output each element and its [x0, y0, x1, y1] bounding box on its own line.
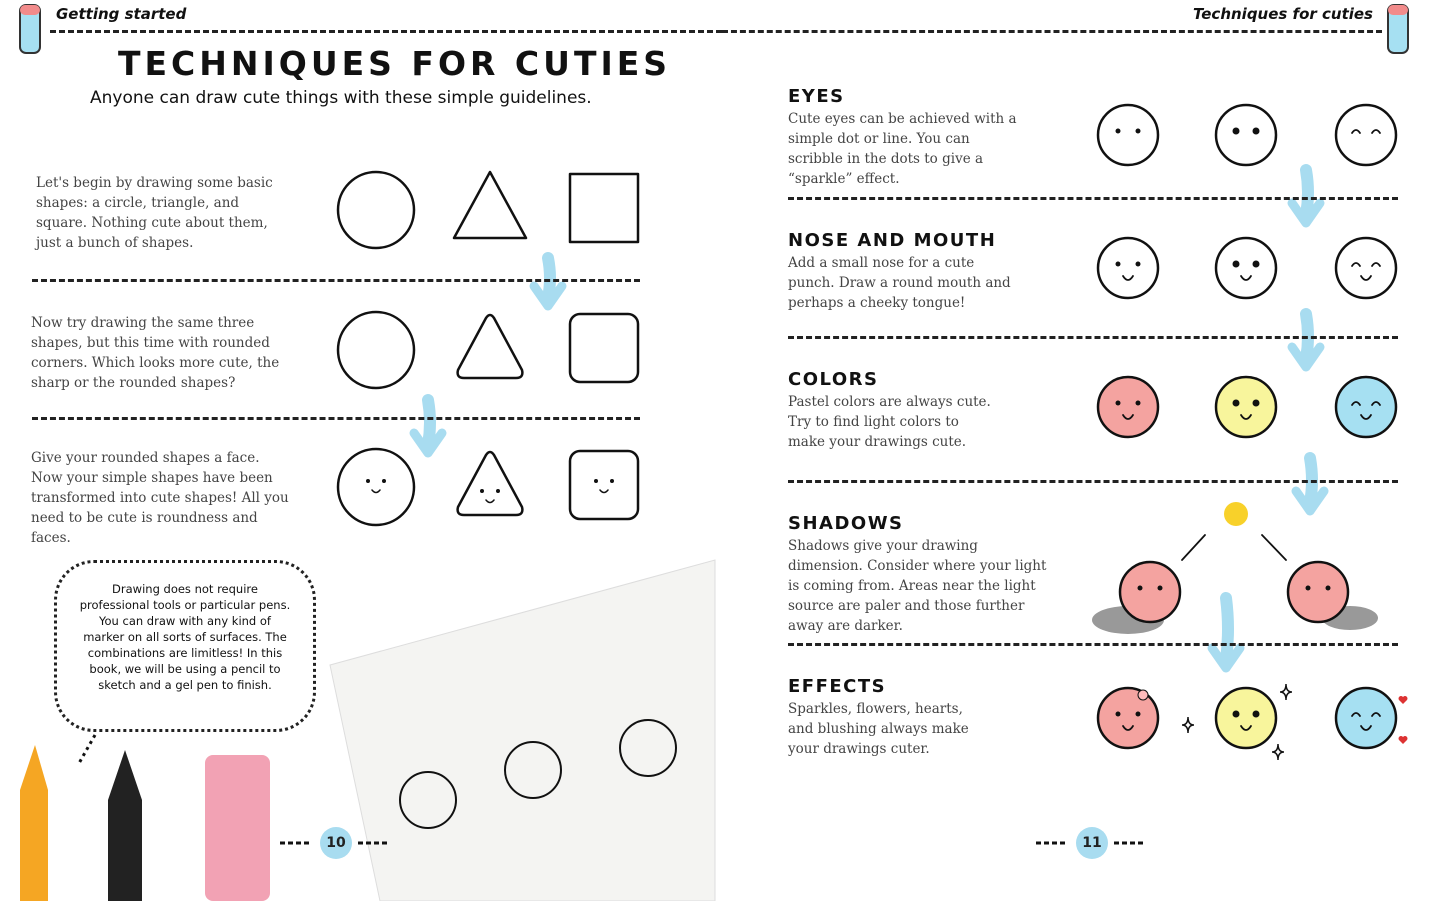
section-text-shadows: Shadows give your drawing dimension. Consider where your light is coming from. Areas near the light source are paler and those further away are darker.	[788, 538, 1047, 634]
eye-icon	[1158, 586, 1163, 591]
section-heading-shadows: SHADOWS	[788, 513, 904, 534]
face-icon	[1336, 105, 1396, 165]
pen-photo	[108, 750, 142, 901]
running-head-left: Getting started	[56, 5, 187, 23]
eye-icon	[1136, 129, 1141, 134]
square-shape	[570, 174, 638, 242]
eye-icon	[480, 489, 484, 493]
face-icon	[1098, 377, 1158, 437]
square-shape	[570, 451, 638, 519]
eye-icon	[1253, 711, 1260, 718]
pencil-eraser-icon	[1388, 5, 1408, 15]
eye-icon	[610, 479, 614, 483]
eye-icon	[1253, 400, 1260, 407]
divider	[788, 336, 1398, 339]
arrow-down-icon	[1226, 598, 1228, 660]
arrow-down-icon	[548, 258, 550, 298]
face-icon	[1216, 238, 1276, 298]
divider	[788, 643, 1398, 646]
eye-icon	[496, 489, 500, 493]
sparkle-icon	[1280, 684, 1292, 700]
eye-icon	[1306, 586, 1311, 591]
face-icon	[1120, 562, 1180, 622]
sparkle-icon	[1272, 744, 1284, 760]
page-title: TECHNIQUES FOR CUTIES	[118, 44, 672, 83]
pencil-photo	[20, 745, 48, 901]
sparkle-icon	[1182, 717, 1194, 733]
eye-icon	[594, 479, 598, 483]
section-text-nose-mouth: Add a small nose for a cute punch. Draw a round mouth and perhaps a cheeky tongue!	[788, 255, 1011, 311]
heart-icon	[1399, 736, 1408, 744]
section-heading-colors: COLORS	[788, 369, 879, 390]
section-text-eyes: Cute eyes can be achieved with a simple dot or line. You can scribble in the dots to give a “sparkle” effect.	[788, 111, 1017, 187]
section-heading-nose-mouth: NOSE AND MOUTH	[788, 230, 997, 251]
section-text-effects: Sparkles, flowers, hearts, and blushing always make your drawings cuter.	[788, 701, 969, 757]
face-icon	[1336, 688, 1396, 748]
arrow-down-icon	[1306, 170, 1308, 215]
pencil-eraser-icon	[20, 5, 40, 15]
running-head-right: Techniques for cuties	[1192, 5, 1373, 23]
circle-shape	[338, 172, 414, 248]
square-shape	[570, 314, 638, 382]
section-text-colors: Pastel colors are always cute. Try to find light colors to make your drawings cute.	[788, 394, 991, 450]
napkin-photo	[330, 560, 715, 901]
step-3-text: Give your rounded shapes a face. Now your simple shapes have been transformed into cute shapes! All you need to be cute is roundness and faces.	[31, 450, 289, 546]
page-number-right: 11	[1076, 827, 1108, 859]
divider	[722, 30, 1382, 33]
mouth-icon	[486, 500, 494, 503]
eye-icon	[1138, 586, 1143, 591]
heart-icon	[1399, 696, 1408, 704]
face-icon	[1216, 377, 1276, 437]
divider	[788, 480, 1398, 483]
eye-icon	[382, 479, 386, 483]
triangle-shape	[454, 172, 526, 238]
face-icon	[1098, 238, 1158, 298]
flower-icon	[1138, 690, 1148, 700]
divider	[50, 30, 722, 33]
mouth-icon	[372, 490, 380, 493]
eye-icon	[1116, 129, 1121, 134]
eye-icon	[1233, 128, 1240, 135]
eye-icon	[1116, 401, 1121, 406]
eye-icon	[1233, 711, 1240, 718]
face-icon	[1336, 377, 1396, 437]
eye-icon	[1253, 128, 1260, 135]
face-icon	[1288, 562, 1348, 622]
eye-icon	[1116, 712, 1121, 717]
divider	[32, 279, 640, 282]
sun-icon	[1224, 502, 1248, 526]
speech-bubble: Drawing does not require professional tools or particular pens. You can draw with any kind of marker on all sorts of surfaces. The combinations are limitless! In this book, we will be using a pencil to sketch and a gel pen to finish.	[54, 560, 316, 732]
face-icon	[1216, 105, 1276, 165]
page-number-left: 10	[320, 827, 352, 859]
light-ray-arrow-icon	[1182, 535, 1286, 560]
bubble-tail	[78, 735, 95, 765]
circle-shape	[338, 449, 414, 525]
divider	[32, 417, 640, 420]
step-2-text: Now try drawing the same three shapes, but this time with rounded corners. Which looks more cute, the sharp or the rounded shapes?	[31, 315, 280, 391]
circle-shape	[338, 312, 414, 388]
eye-icon	[1233, 400, 1240, 407]
eye-icon	[1233, 261, 1240, 268]
eye-icon	[1116, 262, 1121, 267]
face-icon	[1098, 105, 1158, 165]
eye-icon	[1136, 401, 1141, 406]
mouth-icon	[600, 490, 608, 493]
triangle-shape	[458, 452, 523, 515]
divider	[788, 197, 1398, 200]
eraser-photo	[205, 755, 270, 901]
triangle-shape	[458, 315, 523, 378]
face-icon	[1336, 238, 1396, 298]
eye-icon	[1253, 261, 1260, 268]
step-1-text: Let's begin by drawing some basic shapes: a circle, triangle, and square. Nothing cute about them, just a bunch of shapes.	[36, 175, 273, 251]
section-heading-eyes: EYES	[788, 86, 845, 107]
face-icon	[1216, 688, 1276, 748]
eye-icon	[1136, 712, 1141, 717]
face-icon	[1098, 688, 1158, 748]
arrow-down-icon	[428, 400, 430, 445]
page-subtitle: Anyone can draw cute things with these simple guidelines.	[90, 88, 592, 108]
section-heading-effects: EFFECTS	[788, 676, 887, 697]
eye-icon	[1136, 262, 1141, 267]
eye-icon	[1326, 586, 1331, 591]
eye-icon	[366, 479, 370, 483]
